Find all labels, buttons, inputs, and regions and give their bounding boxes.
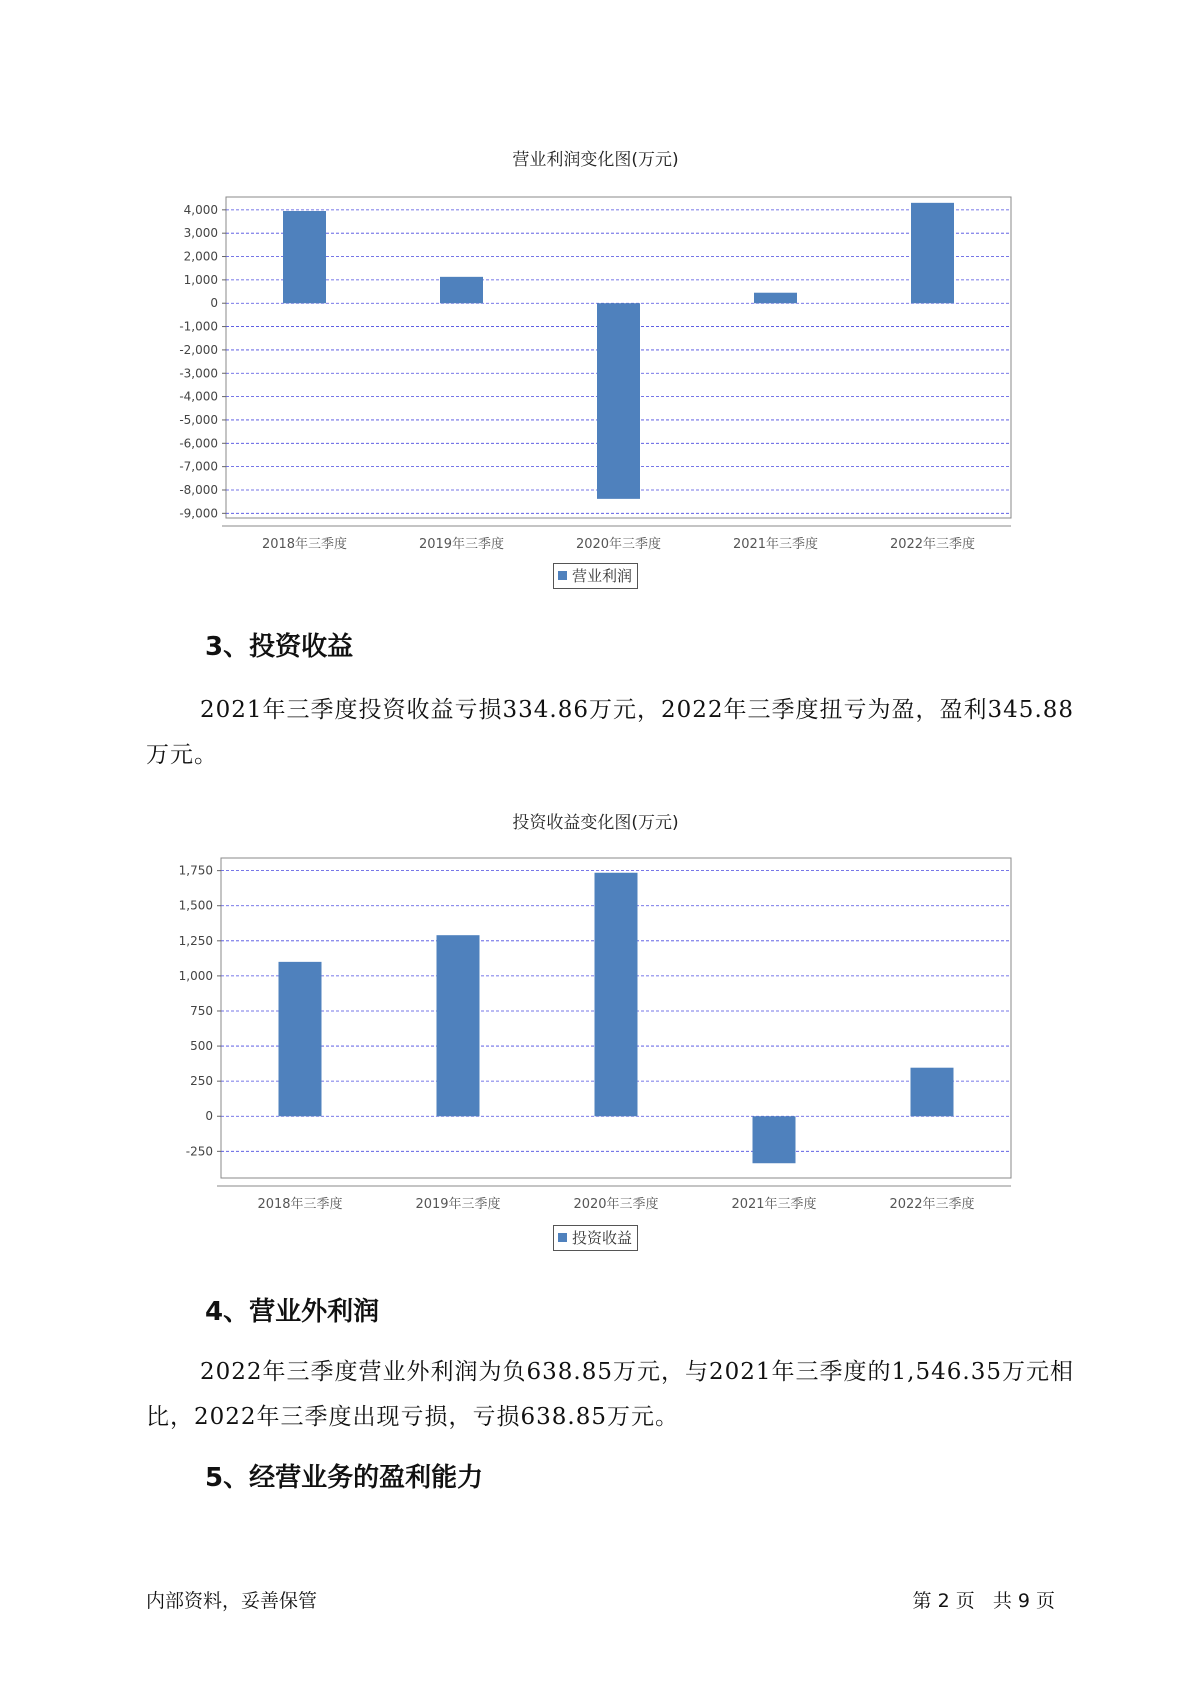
x-tick-label: 2019年三季度	[415, 1197, 501, 1212]
x-tick-label: 2019年三季度	[418, 537, 505, 552]
y-tick-label: -8,000	[179, 482, 218, 497]
y-tick-label: 750	[190, 1003, 213, 1018]
chart-2-legend-label: 投资收益	[572, 1229, 633, 1247]
legend-swatch	[558, 1233, 567, 1242]
y-tick-label: 2,000	[183, 249, 218, 264]
bar-2018年三季度	[279, 962, 322, 1116]
section-3-paragraph: 2021年三季度投资收益亏损334.86万元，2022年三季度扭亏为盈，盈利345.88万元。	[146, 697, 1075, 768]
bar-2022年三季度	[911, 1068, 954, 1117]
y-tick-label: 1,000	[178, 968, 213, 983]
chart-2-legend	[553, 1225, 638, 1251]
section-5-heading: 5、经营业务的盈利能力	[205, 1463, 484, 1493]
page-number: 第 2 页 共 9 页	[912, 1590, 1055, 1612]
y-tick-label: -3,000	[179, 366, 218, 381]
y-tick-label: 0	[205, 1109, 213, 1124]
y-tick-label: 250	[190, 1074, 213, 1089]
y-tick-label: -6,000	[179, 436, 218, 451]
y-tick-label: -250	[185, 1144, 213, 1159]
y-tick-label: 3,000	[183, 226, 218, 241]
x-tick-label: 2020年三季度	[575, 537, 662, 552]
x-tick-label: 2020年三季度	[573, 1197, 659, 1212]
x-tick-label: 2022年三季度	[889, 537, 976, 552]
y-tick-label: -1,000	[179, 319, 218, 334]
section-4-heading: 4、营业外利润	[205, 1297, 380, 1327]
x-tick-label: 2022年三季度	[889, 1197, 975, 1212]
section-4-paragraph: 2022年三季度营业外利润为负638.85万元，与2021年三季度的1,546.35万元相比，2022年三季度出现亏损，亏损638.85万元。	[146, 1359, 1074, 1430]
bar-2021年三季度	[753, 1116, 796, 1163]
y-tick-label: -9,000	[179, 506, 218, 521]
bar-2020年三季度	[595, 873, 638, 1117]
x-tick-label: 2021年三季度	[732, 537, 819, 552]
y-tick-label: 4,000	[183, 202, 218, 217]
y-tick-label: 1,500	[178, 898, 213, 913]
section-3-heading: 3、投资收益	[205, 632, 354, 662]
chart-2-title: 投资收益变化图(万元)	[512, 813, 679, 833]
y-tick-label: 1,000	[183, 272, 218, 287]
chart-1-title: 营业利润变化图(万元)	[512, 150, 679, 170]
x-tick-label: 2018年三季度	[257, 1197, 343, 1212]
x-tick-label: 2021年三季度	[731, 1197, 817, 1212]
y-tick-label: 1,250	[178, 933, 213, 948]
y-tick-label: 500	[190, 1039, 213, 1054]
y-tick-label: -2,000	[179, 342, 218, 357]
chart-1-legend-label: 营业利润	[572, 567, 633, 585]
y-tick-label: -5,000	[179, 412, 218, 427]
y-tick-label: -4,000	[179, 389, 218, 404]
y-tick-label: 0	[210, 296, 218, 311]
y-tick-label: 1,750	[178, 863, 213, 878]
footer-note: 内部资料，妥善保管	[146, 1590, 318, 1612]
x-tick-label: 2018年三季度	[261, 537, 348, 552]
y-tick-label: -7,000	[179, 459, 218, 474]
bar-2019年三季度	[437, 935, 480, 1116]
